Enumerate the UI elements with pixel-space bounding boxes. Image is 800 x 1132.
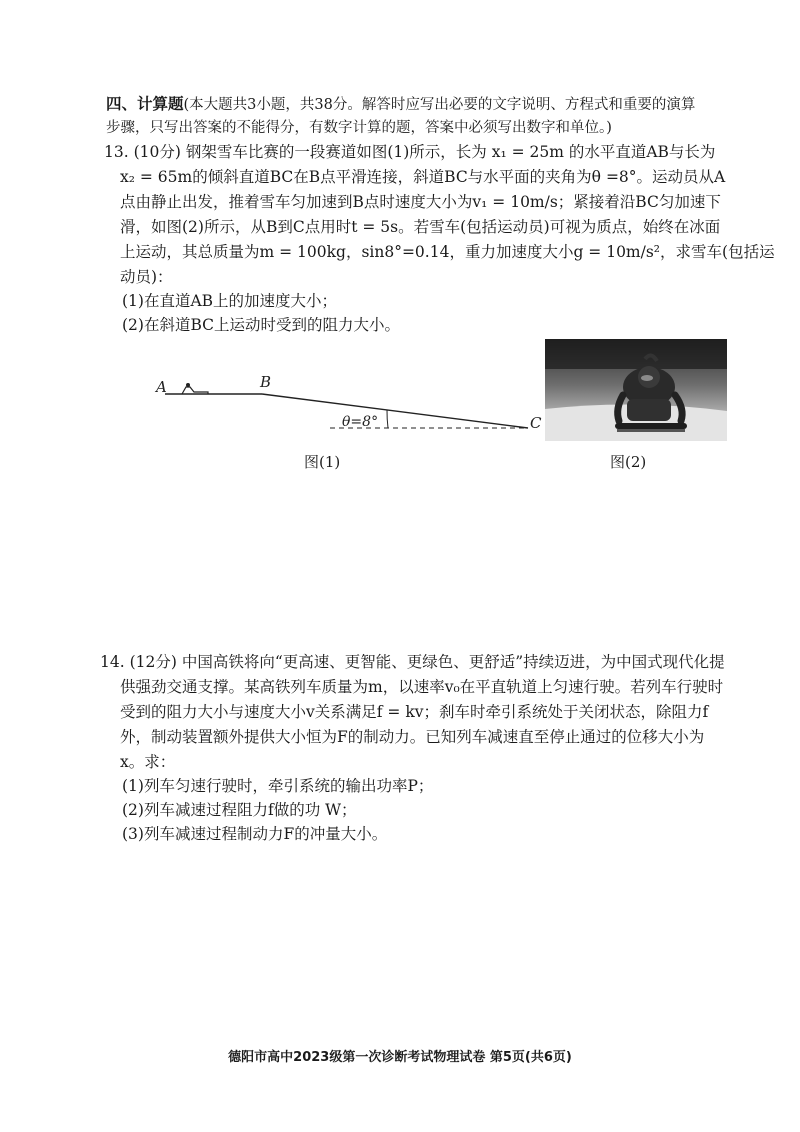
section-header	[106, 94, 695, 115]
track-bc	[262, 394, 528, 428]
label-b: B	[260, 373, 272, 391]
q13-sub-1: (1)在直道AB上的加速度大小；	[122, 292, 338, 310]
figure-1-track-diagram	[150, 370, 550, 440]
figure-2-caption: 图(2)	[610, 453, 647, 471]
q14-sub-3: (3)列车减速过程制动力F的冲量大小。	[122, 825, 388, 843]
q13-sub-2: (2)在斜道BC上运动时受到的阻力大小。	[122, 316, 400, 334]
sled	[615, 423, 687, 429]
label-c: C	[530, 414, 542, 432]
q13-line-5: 上运动，其总质量为m = 100kg，sin8°=0.14，重力加速度大小g = 10m/s²，求雪车(包括运	[120, 243, 775, 261]
q14-sub-2: (2)列车减速过程阻力f做的功 W；	[122, 801, 357, 819]
q13-line-1: 13. (10分) 钢架雪车比赛的一段赛道如图(1)所示，长为 x₁ = 25m 的水平直道AB与长为	[104, 143, 716, 161]
q14-sub-1: (1)列车匀速行驶时，牵引系统的输出功率P；	[122, 777, 434, 795]
page-footer: 德阳市高中2023级第一次诊断考试物理试卷 第5页(共6页)	[228, 1050, 572, 1065]
figure-1-caption: 图(1)	[304, 453, 341, 471]
section-note: (本大题共3小题，共38分。解答时应写出必要的文字说明、方程式和重要的演算	[183, 97, 696, 113]
q13-line-2: x₂ = 65m的倾斜直道BC在B点平滑连接，斜道BC与水平面的夹角为θ =8°。运动员从A	[120, 168, 726, 186]
q13-line-6: 动员)：	[120, 268, 173, 286]
sled-icon	[182, 383, 208, 394]
figure-2-photo	[545, 339, 727, 441]
q14-line-4: 外，制动装置额外提供大小恒为F的制动力。已知列车减速直至停止通过的位移大小为	[120, 728, 705, 746]
q13-line-4: 滑，如图(2)所示，从B到C点用时t = 5s。若雪车(包括运动员)可视为质点，始终在冰面	[120, 218, 721, 236]
q13-line-3: 点由静止出发，推着雪车匀加速到B点时速度大小为v₁ = 10m/s；紧接着沿BC匀加速下	[120, 193, 721, 211]
q14-line-3: 受到的阻力大小与速度大小v关系满足f = kv；刹车时牵引系统处于关闭状态，除阻力f	[120, 703, 709, 721]
angle-arc	[387, 410, 388, 428]
q14-line-2: 供强劲交通支撑。某高铁列车质量为m，以速率v₀在平直轨道上匀速行驶。若列车行驶时	[120, 678, 724, 696]
label-a: A	[156, 378, 167, 396]
q14-line-5: x。求：	[120, 753, 176, 771]
angle-label: θ=8°	[342, 414, 379, 430]
section-title: 四、计算题	[106, 94, 184, 113]
q14-line-1: 14. (12分) 中国高铁将向“更高速、更智能、更绿色、更舒适”持续迈进，为中国式现代化提	[100, 653, 725, 671]
section-note-continued: 步骤，只写出答案的不能得分，有数字计算的题，答案中必须写出数字和单位。)	[106, 120, 612, 136]
